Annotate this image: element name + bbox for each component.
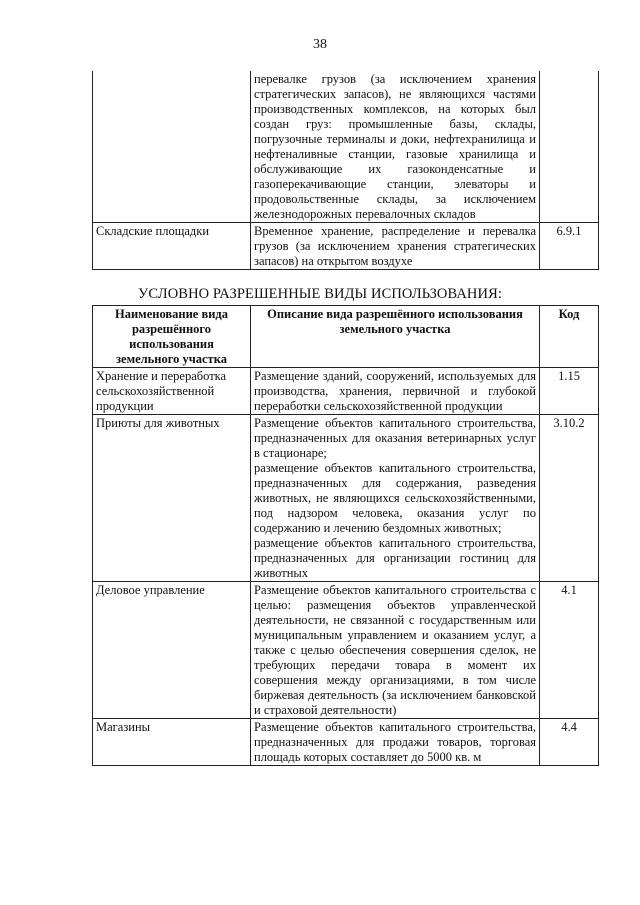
table-row: [93, 368, 599, 415]
column-header-description: Описание вида разрешённого использования земельного участка: [251, 306, 540, 368]
page-number: 38: [313, 37, 327, 52]
table-cell-name: Складские площадки: [93, 223, 251, 270]
table-cell-code: 1.15: [540, 368, 599, 415]
table-cell-description: [251, 719, 540, 766]
table-cell-description: [251, 582, 540, 719]
conditional-uses-table: [92, 305, 599, 766]
table-cell-description: перевалке грузов (за исключением хранения стратегических запасов), не являющихся частями производственных комплексов, на которых был создан груз: промышленные базы, склады, погрузочные терминалы и доки, нефтехранилища и нефтеналивные станции, газовые хранилища и обслуживающие их газоконденсатные и газоперекачивающие станции, элеваторы и продовольственные склады, за исключением железнодорожных перевалочных складов: [251, 71, 540, 223]
column-header-name: Наименование вида разрешённого использования земельного участка: [93, 306, 251, 368]
table-cell-description: Временное хранение, распределение и перевалка грузов (за исключением хранения стратегических запасов) на открытом воздухе: [251, 223, 540, 270]
table-row: [93, 719, 599, 766]
table-cell-code: 4.1: [540, 582, 599, 719]
table-cell-code: 3.10.2: [540, 415, 599, 582]
section-heading: УСЛОВНО РАЗРЕШЕННЫЕ ВИДЫ ИСПОЛЬЗОВАНИЯ:: [138, 286, 502, 302]
table-cell-name: Приюты для животных: [93, 415, 251, 582]
table-header-row: [93, 306, 599, 368]
table-cell-code: [540, 71, 599, 223]
table-cell-name: Магазины: [93, 719, 251, 766]
top-table: [92, 71, 599, 270]
table-cell-description: [251, 415, 540, 582]
description-paragraph: Размещение объектов капитального строительства с целью: размещения объектов управленческой деятельности, не связанной с государственным или муниципальным управлением и оказанием услуг, а также с целью обеспечения совершения сделок, не требующих передачи товара в момент их совершения между организациями, в том числе биржевая деятельность (за исключением банковской и страховой деятельности): [254, 583, 536, 717]
description-paragraph: размещение объектов капитального строительства, предназначенных для организации гостиниц для животных: [254, 536, 536, 580]
table-row: [93, 71, 599, 223]
table-cell-name: [93, 71, 251, 223]
description-paragraph: Размещение объектов капитального строительства, предназначенных для продажи товаров, торговая площадь которых составляет до 5000 кв. м: [254, 720, 536, 764]
description-paragraph: размещение объектов капитального строительства, предназначенных для содержания, разведения животных, не являющихся сельскохозяйственными, под надзором человека, оказания услуг по содержанию и лечению бездомных животных;: [254, 461, 536, 535]
table-cell-code: 4.4: [540, 719, 599, 766]
table-cell-description: [251, 368, 540, 415]
table-row: [93, 223, 599, 270]
table-cell-name: Хранение и переработка сельскохозяйственной продукции: [93, 368, 251, 415]
table-row: [93, 582, 599, 719]
table-row: [93, 415, 599, 582]
column-header-code: Код: [540, 306, 599, 368]
table-cell-code: 6.9.1: [540, 223, 599, 270]
table-cell-name: Деловое управление: [93, 582, 251, 719]
description-paragraph: Размещение зданий, сооружений, используемых для производства, хранения, первичной и глубокой переработки сельскохозяйственной продукции: [254, 369, 536, 413]
description-paragraph: Размещение объектов капитального строительства, предназначенных для оказания ветеринарных услуг в стационаре;: [254, 416, 536, 460]
